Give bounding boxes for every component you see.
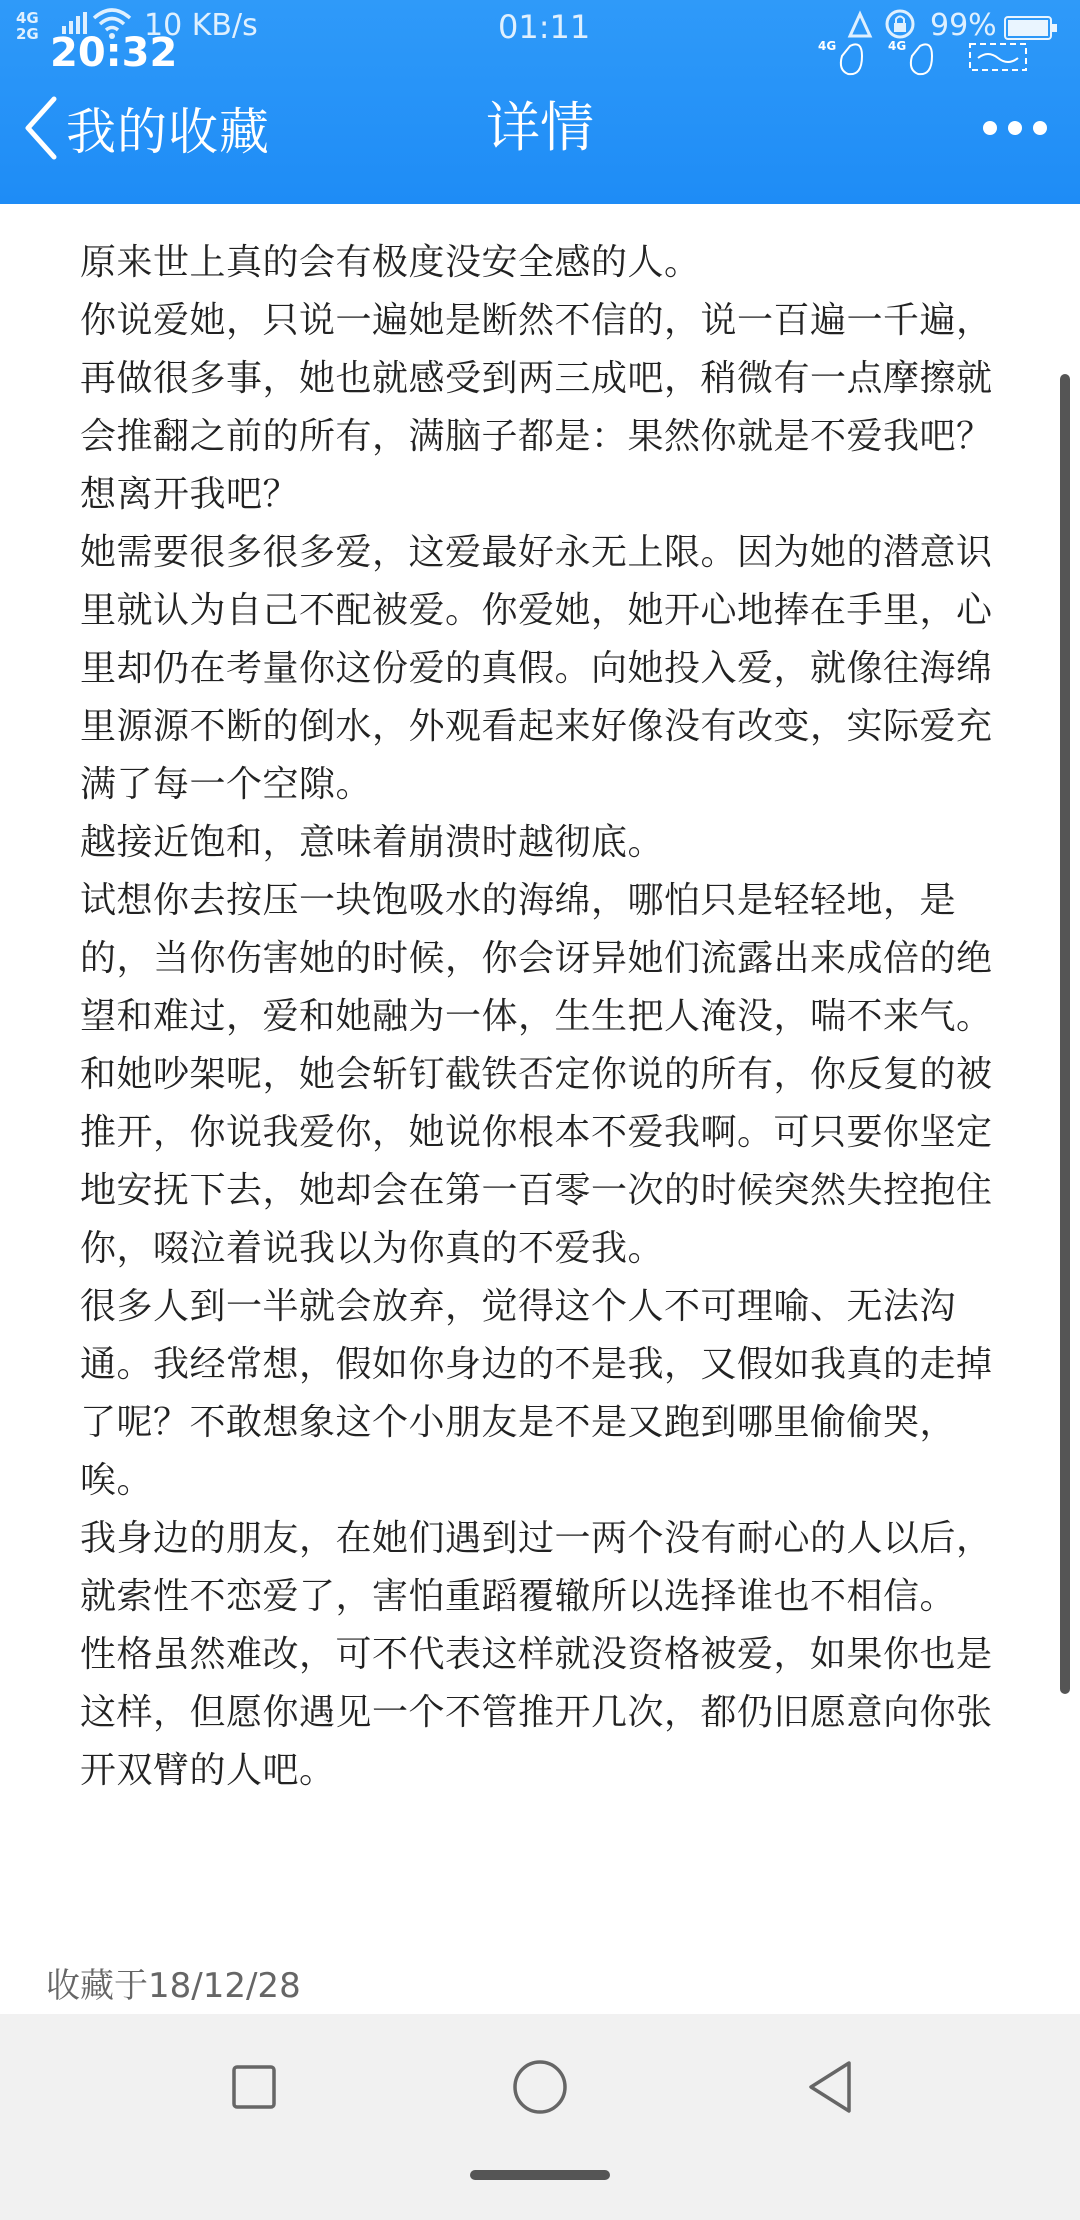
article-paragraph: 你说爱她，只说一遍她是断然不信的，说一百遍一千遍，再做很多事，她也就感受到两三成吧，稍微有一点摩擦就会推翻之前的所有，满脑子都是：果然你就是不爱我吧？想离开我吧？	[80, 300, 993, 515]
square-icon	[231, 2064, 277, 2114]
battery-percent: 99%	[930, 8, 997, 43]
content-area[interactable]	[0, 204, 1080, 2014]
svg-text:4G: 4G	[818, 39, 837, 53]
page-title: 详情	[486, 96, 594, 159]
chevron-left-icon	[20, 93, 60, 163]
article-paragraph: 和她吵架呢，她会斩钉截铁否定你说的所有，你反复的被推开，你说我爱你，她说你根本不爱我啊。可只要你坚定地安抚下去，她却会在第一百零一次的时候突然失控抱住你，啜泣着说我以为你真的不爱我。	[80, 1054, 993, 1269]
app-header	[0, 0, 1080, 204]
system-navigation-bar	[0, 2014, 1080, 2220]
article-paragraph: 原来世上真的会有极度没安全感的人。	[80, 242, 701, 283]
overlay-clock: 20:32	[50, 30, 178, 76]
more-dots-icon	[980, 135, 1050, 154]
triangle-left-icon	[805, 2059, 855, 2119]
network-type-indicator: 4G 2G	[16, 9, 39, 43]
navigation-bar	[0, 70, 1080, 204]
back-button[interactable]	[20, 88, 270, 168]
article-paragraph: 越接近饱和，意味着崩溃时越彻底。	[80, 822, 665, 863]
scrollbar[interactable]	[1060, 374, 1070, 1694]
article-paragraph: 试想你去按压一块饱吸水的海绵，哪怕只是轻轻地，是的，当你伤害她的时候，你会讶异她们流露出来成倍的绝望和难过，爱和她融为一体，生生把人淹没，喘不来气。	[80, 880, 993, 1037]
status-bar	[0, 0, 1080, 76]
gesture-home-indicator[interactable]	[470, 2170, 610, 2180]
back-nav-button[interactable]	[770, 2014, 890, 2164]
favorite-article	[80, 234, 1010, 1800]
svg-text:4G: 4G	[888, 39, 907, 53]
status-clock: 01:11	[498, 8, 591, 46]
back-label: 我的收藏	[66, 103, 270, 161]
home-button[interactable]	[480, 2014, 600, 2164]
circle-icon	[512, 2059, 568, 2119]
article-paragraph: 我身边的朋友，在她们遇到过一两个没有耐心的人以后，就索性不恋爱了，害怕重蹈覆辙所以选择谁也不相信。	[80, 1518, 993, 1617]
article-paragraph: 性格虽然难改，可不代表这样就没资格被爱，如果你也是这样，但愿你遇见一个不管推开几次，都仍旧愿意向你张开双臂的人吧。	[80, 1634, 993, 1791]
network-speed: 10 KB/s	[144, 8, 258, 43]
recents-button[interactable]	[194, 2014, 314, 2164]
saved-date: 收藏于18/12/28	[46, 1966, 301, 2004]
more-options-button[interactable]	[980, 106, 1050, 150]
article-paragraph: 很多人到一半就会放弃，觉得这个人不可理喻、无法沟通。我经常想，假如你身边的不是我，又假如我真的走掉了呢？不敢想象这个小朋友是不是又跑到哪里偷偷哭，唉。	[80, 1286, 993, 1501]
article-paragraph: 她需要很多很多爱，这爱最好永无上限。因为她的潜意识里就认为自己不配被爱。你爱她，她开心地捧在手里，心里却仍在考量你这份爱的真假。向她投入爱，就像往海绵里源源不断的倒水，外观看起来好像没有改变，实际爱充满了每一个空隙。	[80, 532, 993, 805]
